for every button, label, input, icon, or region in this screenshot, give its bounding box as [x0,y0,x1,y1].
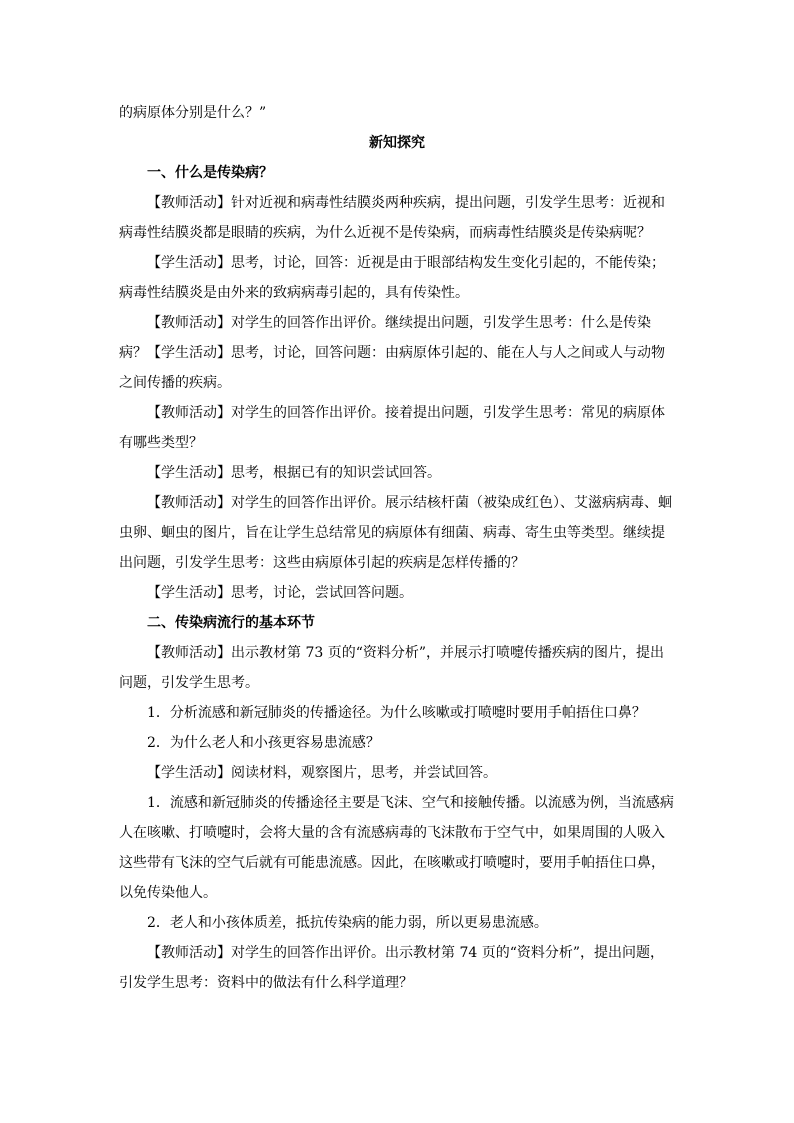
section-heading: 新知探究 [369,135,425,151]
paragraph: 【教师活动】对学生的回答作出评价。接着提出问题，引发学生思考：常见的病原体有哪些类型？ [119,405,665,451]
paragraph: 【学生活动】思考，根据已有的知识尝试回答。 [147,465,441,481]
paragraph: 【学生活动】思考，讨论，回答：近视是由于眼部结构发生变化引起的，不能传染；病毒性结膜炎是由外来的致病病毒引起的，具有传染性。 [119,255,665,301]
subheading: 一、什么是传染病？ [147,165,273,181]
paragraph: 【教师活动】对学生的回答作出评价。继续提出问题，引发学生思考：什么是传染病？ [119,315,651,361]
list-item: 2．老人和小孩体质差，抵抗传染病的能力弱，所以更易患流感。 [147,915,548,931]
paragraph: 【教师活动】针对近视和病毒性结膜炎两种疾病，提出问题，引发学生思考：近视和病毒性结膜炎都是眼睛的疾病，为什么近视不是传染病，而病毒性结膜炎是传染病呢？ [119,195,665,241]
paragraph: 【教师活动】对学生的回答作出评价。出示教材第 74 页的“资料分析”，提出问题，引发学生思考：资料中的做法有什么科学道理？ [119,945,665,991]
list-item: 2．为什么老人和小孩更容易患流感？ [147,735,380,751]
subheading: 二、传染病流行的基本环节 [147,615,315,631]
list-item: 1．流感和新冠肺炎的传播途径主要是飞沫、空气和接触传播。以流感为例，当流感病人在咳嗽、打喷嚏时，会将大量的含有流感病毒的飞沫散布于空气中，如果周围的人吸入这些带有飞沫的空气后就有可能患流感。因此，在咳嗽或打喷嚏时，要用手帕捂住口鼻，以免传染他人。 [119,795,674,901]
paragraph: 【学生活动】思考，讨论，尝试回答问题。 [147,585,413,601]
list-item: 1．分析流感和新冠肺炎的传播途径。为什么咳嗽或打喷嚏时要用手帕捂住口鼻？ [147,705,646,721]
continuation-line: 的病原体分别是什么？” [119,105,267,121]
paragraph: 【教师活动】对学生的回答作出评价。展示结核杆菌（被染成红色）、艾滋病病毒、蛔虫卵、蛔虫的图片，旨在让学生总结常见的病原体有细菌、病毒、寄生虫等类型。继续提出问题，引发学生思考：这些由病原体引起的疾病是怎样传播的？ [119,495,672,571]
paragraph: 【教师活动】出示教材第 73 页的“资料分析”，并展示打喷嚏传播疾病的图片，提出问题，引发学生思考。 [119,645,665,691]
paragraph: 【学生活动】思考，讨论，回答问题：由病原体引起的、能在人与人之间或人与动物之间传播的疾病。 [119,345,665,391]
paragraph: 【学生活动】阅读材料，观察图片，思考，并尝试回答。 [147,765,497,781]
